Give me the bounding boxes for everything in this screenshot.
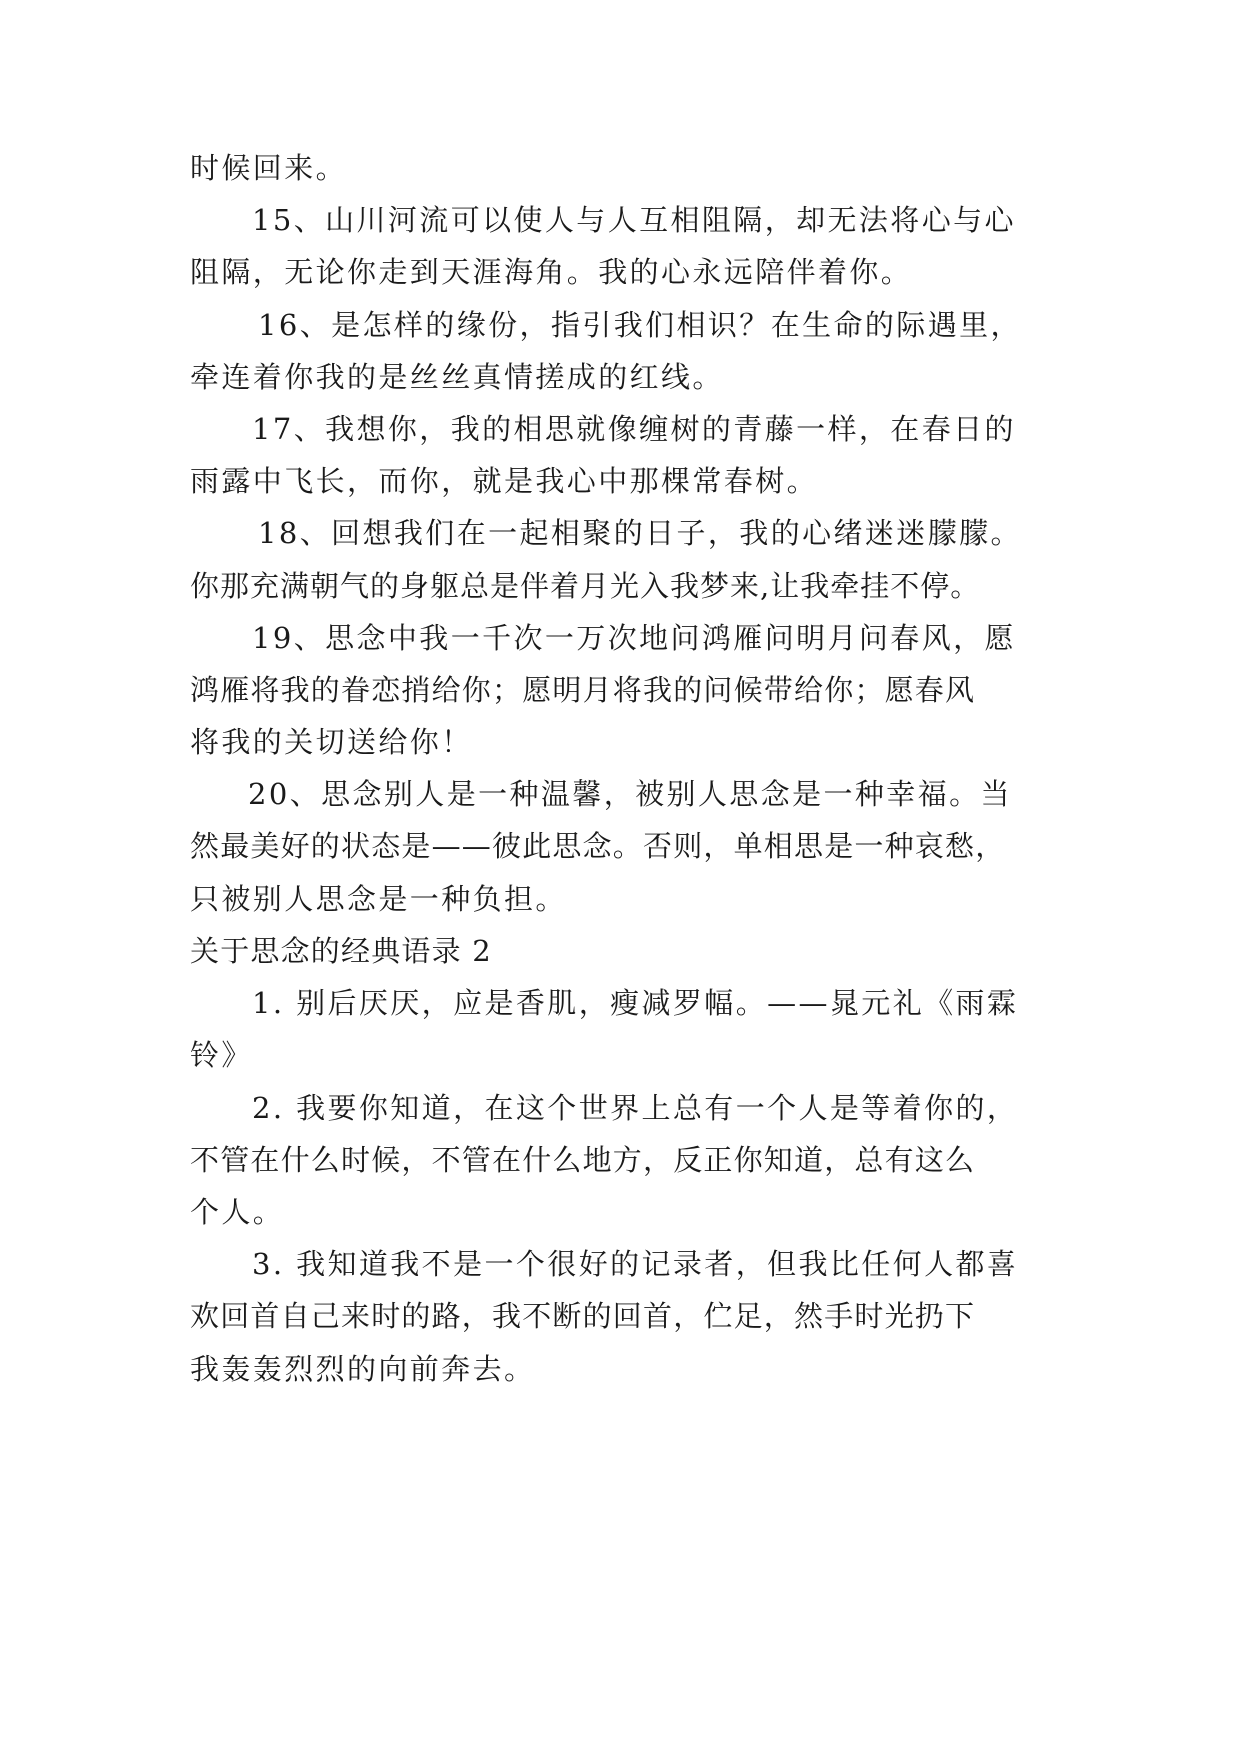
paragraph-17-line-2: 雨露中飞长，而你，就是我心中那棵常春树。 [190, 464, 819, 498]
paragraph-17-line-1: 17、我想你，我的相思就像缠树的青藤一样，在春日的 [252, 412, 1016, 446]
quote-3-line-2: 欢回首自己来时的路，我不断的回首，伫足，然手时光扔下 [190, 1299, 976, 1333]
paragraph-19-line-3: 将我的关切送给你！ [190, 725, 473, 759]
section-heading: 关于思念的经典语录 2 [190, 934, 492, 968]
paragraph-15-line-2: 阻隔，无论你走到天涯海角。我的心永远陪伴着你。 [190, 255, 913, 289]
quote-2-line-3: 个人。 [190, 1195, 285, 1229]
quote-2-line-1: 2. 我要你知道，在这个世界上总有一个人是等着你的， [252, 1091, 1019, 1125]
quote-1-line-2: 铃》 [190, 1038, 253, 1072]
paragraph-16-line-1: 16、是怎样的缘份，指引我们相识？在生命的际遇里， [258, 308, 1022, 342]
paragraph-20-line-2: 然最美好的状态是——彼此思念。否则，单相思是一种哀愁， [190, 829, 1006, 863]
quote-2-line-2: 不管在什么时候，不管在什么地方，反正你知道，总有这么 [190, 1143, 976, 1177]
paragraph-18-line-2: 你那充满朝气的身躯总是伴着月光入我梦来,让我牵挂不停。 [190, 569, 981, 603]
quote-3-line-3: 我轰轰烈烈的向前奔去。 [190, 1352, 536, 1386]
paragraph-19-line-1: 19、思念中我一千次一万次地问鸿雁问明月问春风，愿 [252, 621, 1016, 655]
paragraph-20-line-3: 只被别人思念是一种负担。 [190, 882, 567, 916]
paragraph-18-line-1: 18、回想我们在一起相聚的日子，我的心绪迷迷朦朦。 [258, 516, 1022, 550]
paragraph-20-line-1: 20、思念别人是一种温馨，被别人思念是一种幸福。当 [248, 777, 1012, 811]
paragraph-19-line-2: 鸿雁将我的眷恋捎给你；愿明月将我的问候带给你；愿春风 [190, 673, 976, 707]
paragraph-15-line-1: 15、山川河流可以使人与人互相阻隔，却无法将心与心 [252, 203, 1016, 237]
quote-1-line-1: 1. 别后厌厌，应是香肌，瘦减罗幅。——晁元礼《雨霖 [252, 986, 1019, 1020]
quote-3-line-1: 3. 我知道我不是一个很好的记录者，但我比任何人都喜 [252, 1247, 1019, 1281]
text-line: 时候回来。 [190, 151, 348, 185]
paragraph-16-line-2: 牵连着你我的是丝丝真情搓成的红线。 [190, 360, 724, 394]
